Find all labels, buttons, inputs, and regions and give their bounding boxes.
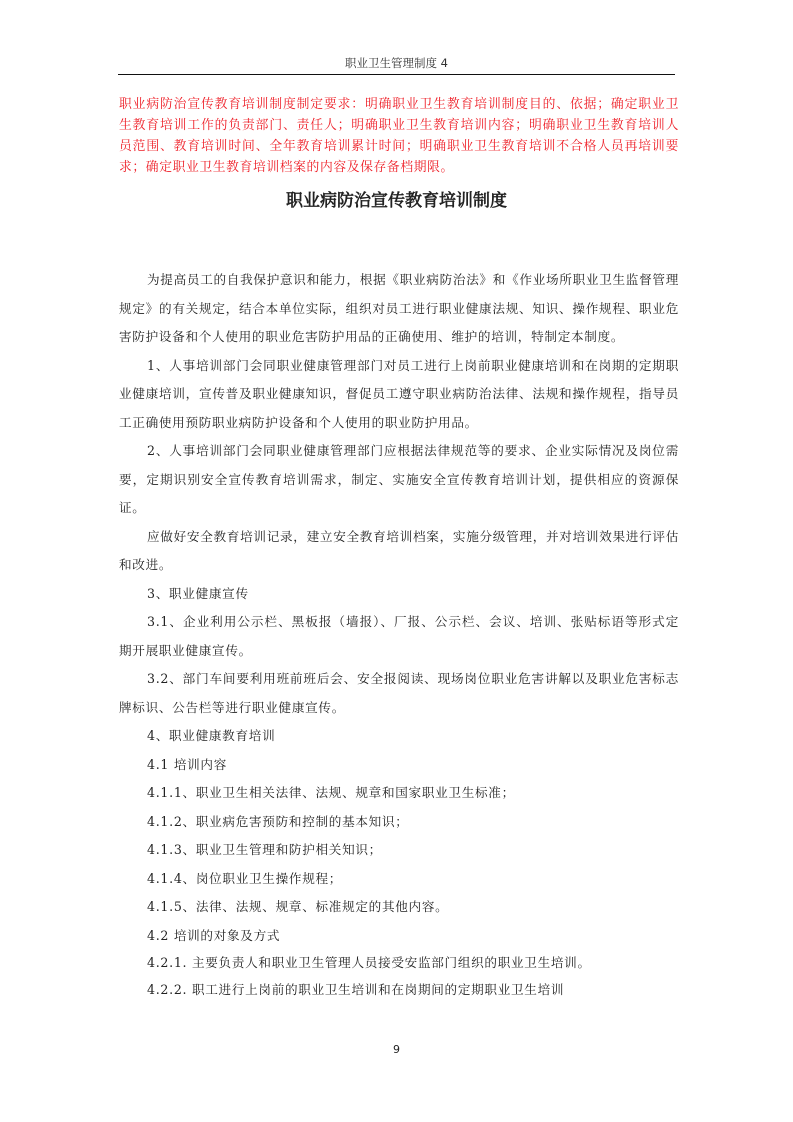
list-item-4-1-4: 4.1.4、岗位职业卫生操作规程； [147,870,343,886]
paragraph-3-2: 3.2、部门车间要利用班前班后会、安全报阅读、现场岗位职业危害讲解以及职业危害标志牌标识、公告栏等进行职业健康宣传。 [119,671,679,715]
subsection-heading-4-2: 4.2 培训的对象及方式 [147,927,281,943]
list-item-4-2-1: 4.2.1. 主要负责人和职业卫生管理人员接受安监部门组织的职业卫生培训。 [147,954,591,970]
header-divider [118,74,675,75]
document-body [119,266,679,1003]
list-item-4-1-1: 4.1.1、职业卫生相关法律、法规、规章和国家职业卫生标准； [147,785,515,800]
section-heading-3: 3、职业健康宣传 [147,585,249,601]
paragraph-item-2: 2、人事培训部门会同职业健康管理部门应根据法律规范等的要求、企业实际情况及岗位需要，定期识别安全宣传教育培训需求，制定、实施安全宣传教育培训计划，提供相应的资源保证。 [119,443,679,515]
paragraph-3-1: 3.1、企业利用公示栏、黑板报（墙报）、厂报、公示栏、会议、培训、张贴标语等形式定期开展职业健康宣传。 [119,614,679,658]
subsection-heading-4-1: 4.1 培训内容 [147,756,228,772]
paragraph-intro: 为提高员工的自我保护意识和能力，根据《职业病防治法》和《作业场所职业卫生监督管理规定》的有关规定，结合本单位实际，组织对员工进行职业健康法规、知识、操作规程、职业危害防护设备和个人使用的职业危害防护用品的正确使用、维护的培训，特制定本制度。 [119,272,679,344]
document-title: 职业病防治宣传教育培训制度 [286,191,507,211]
page-number: 9 [393,1043,400,1056]
paragraph-records: 应做好安全教育培训记录，建立安全教育培训档案，实施分级管理，并对培训效果进行评估和改进。 [119,528,679,572]
paragraph-item-1: 1、人事培训部门会同职业健康管理部门对员工进行上岗前职业健康培训和在岗期的定期职业健康培训，宣传普及职业健康知识，督促员工遵守职业病防治法律、法规和操作规程，指导员工正确使用预防职业病防护设备和个人使用的职业防护用品。 [119,357,679,430]
list-item-4-2-2: 4.2.2. 职工进行上岗前的职业卫生培训和在岗期间的定期职业卫生培训 [147,981,565,997]
requirement-note: 职业病防治宣传教育培训制度制定要求：明确职业卫生教育培训制度目的、依据；确定职业卫生教育培训工作的负责部门、责任人；明确职业卫生教育培训内容；明确职业卫生教育培训人员范围、教育培训时间、全年教育培训累计时间；明确职业卫生教育培训不合格人员再培训要求；确定职业卫生教育培训档案的内容及保存备档期限。 [119,97,679,175]
list-item-4-1-5: 4.1.5、法律、法规、规章、标准规定的其他内容。 [147,899,449,914]
page-header-title: 职业卫生管理制度 4 [345,56,448,70]
list-item-4-1-3: 4.1.3、职业卫生管理和防护相关知识； [147,842,382,857]
list-item-4-1-2: 4.1.2、职业病危害预防和控制的基本知识； [147,813,409,829]
section-heading-4: 4、职业健康教育培训 [147,728,276,743]
